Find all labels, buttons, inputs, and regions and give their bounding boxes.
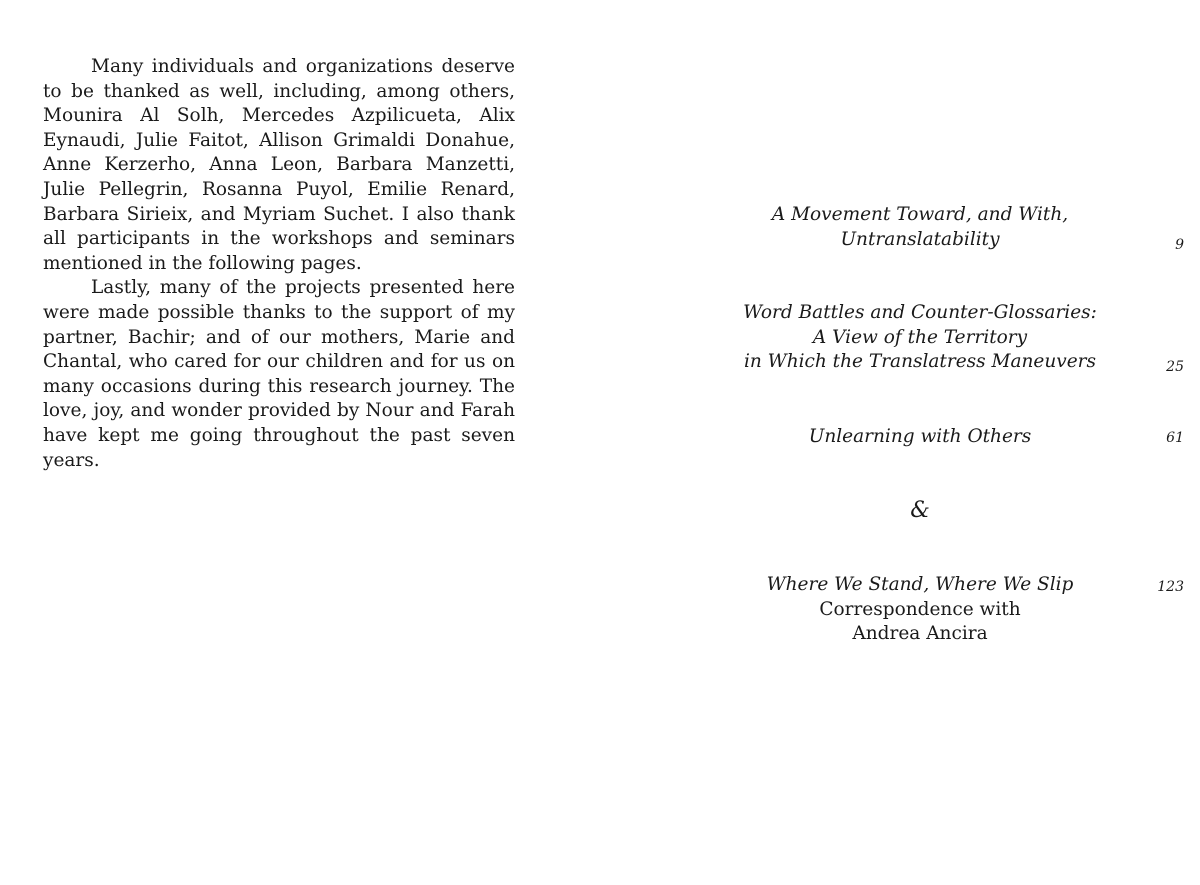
toc-entry[interactable] bbox=[680, 425, 1184, 450]
acknowledgments-paragraph: Many individuals and organizations deserve to be thanked as well, including, among others, Mounira Al Solh, Mercedes Azpilicueta, Alix Eynaudi, Julie Faitot, Allison Grimaldi Donahue, Anne Kerzerho, Anna Leon, Barbara Manzetti, Julie Pellegrin, Rosanna Puyol, Emilie Renard, Barbara Sirieix, and Myriam Suchet. I also thank all participants in the workshops and seminars mentioned in the following pages. bbox=[43, 56, 515, 274]
toc-entry[interactable] bbox=[680, 573, 1184, 647]
toc-page-number: 25 bbox=[1166, 359, 1184, 375]
toc-entry-title: Where We Stand, Where We Slip Correspondence with Andrea Ancira bbox=[680, 573, 1160, 647]
table-of-contents bbox=[680, 0, 1200, 885]
acknowledgments-paragraph: Lastly, many of the projects presented here were made possible thanks to the support of my partner, Bachir; and of our mothers, Marie and Chantal, who cared for our children and for us on many occasions during this research journey. The love, joy, and wonder provided by Nour and Farah have kept me going throughout the past seven years. bbox=[43, 277, 515, 471]
toc-entry-title: Unlearning with Others bbox=[808, 426, 1032, 447]
toc-entry-title: A Movement Toward, and With, Untranslatability bbox=[771, 204, 1069, 250]
toc-entry-subtitle: Andrea Ancira bbox=[852, 623, 988, 645]
toc-page-number: 123 bbox=[1157, 579, 1184, 595]
toc-entry-title: Word Battles and Counter-Glossaries: A View of the Territory in Which the Translatress Maneuvers bbox=[743, 302, 1097, 373]
toc-page-number: 9 bbox=[1175, 237, 1184, 253]
toc-entry-subtitle: Correspondence with bbox=[819, 598, 1021, 620]
toc-page-number: 61 bbox=[1166, 430, 1184, 446]
acknowledgments-text bbox=[43, 55, 515, 473]
toc-entry[interactable] bbox=[680, 301, 1184, 375]
toc-entry[interactable] bbox=[680, 203, 1184, 253]
ampersand-separator: & bbox=[910, 498, 930, 523]
